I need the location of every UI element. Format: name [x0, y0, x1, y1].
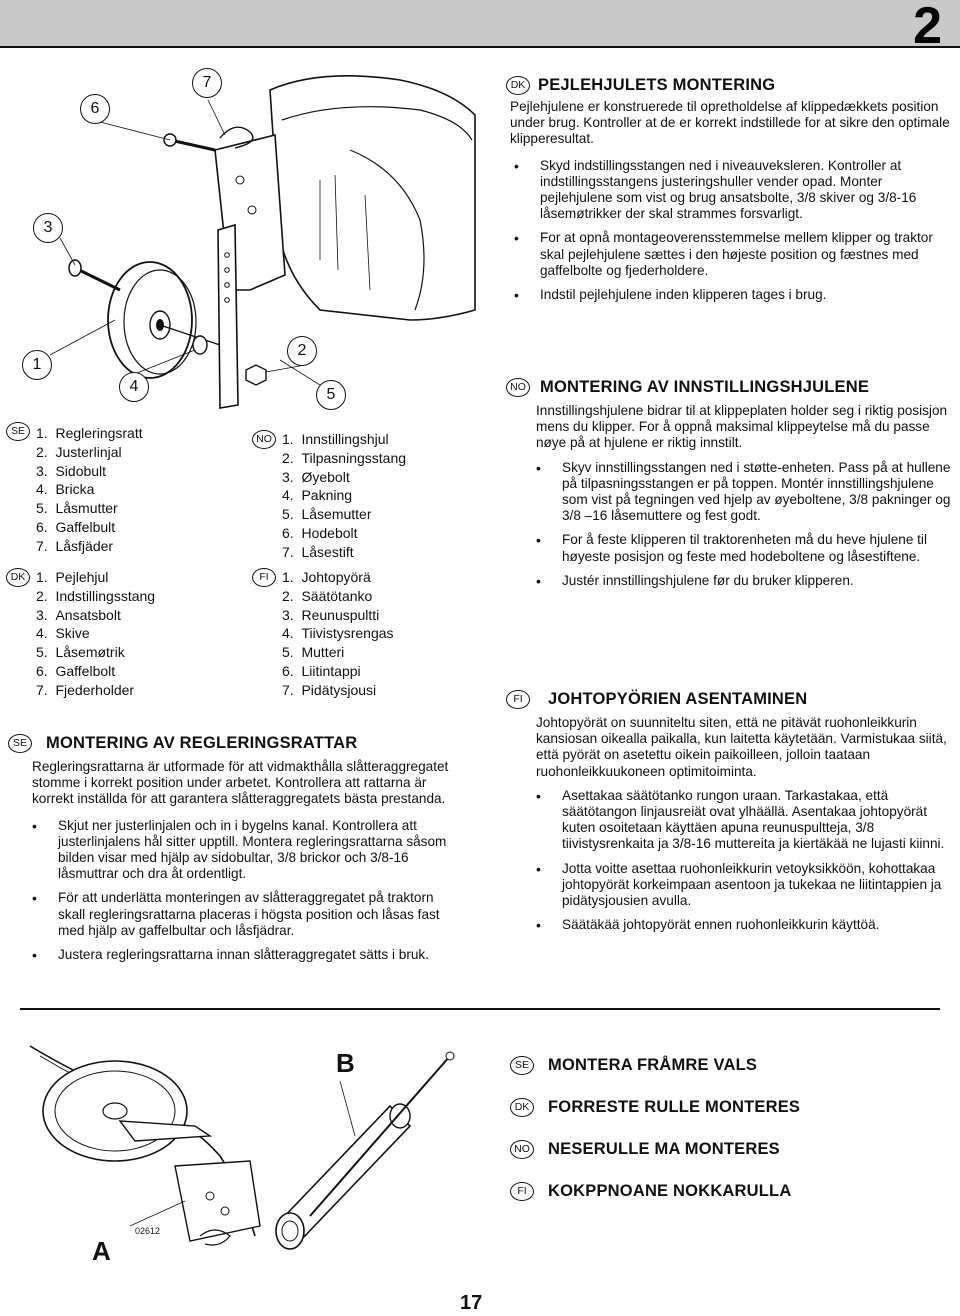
part-item: 2. Tilpasningsstang: [282, 449, 407, 466]
lang-badge-se-roller: SE: [510, 1056, 534, 1075]
fi-section-title: JOHTOPYÖRIEN ASENTAMINEN: [548, 690, 808, 708]
part-item: 7. Fjederholder: [36, 681, 135, 698]
lang-badge-se: SE: [6, 422, 30, 441]
callout-3: 3: [33, 213, 63, 243]
roller-headings: [510, 1056, 950, 1201]
part-item: 7. Pidätysjousi: [282, 681, 377, 698]
callout-7: 7: [192, 68, 222, 98]
part-item: 1. Innstillingshjul: [282, 431, 389, 447]
parts-list-fi: [282, 568, 394, 700]
figure-code: 02612: [135, 1226, 161, 1236]
se-bullet: • Skjut ner justerlinjalen och in i bygelns kanal. Kontrollera att justerlinjalens hål sitter upptill. Montera regleringsrattarna såsom bilden visar med hjälp av sidobultar, 3/8 brickor och 3/8-16 låsmuttrar och dra åt ordentligt.: [28, 818, 458, 883]
parts-list-no: [282, 430, 406, 562]
part-item: 2. Justerlinjal: [36, 443, 122, 460]
front-roller-figure: [10, 1026, 460, 1276]
figure-label-a: A: [92, 1236, 111, 1266]
part-item: 6. Gaffelbult: [36, 518, 116, 535]
lang-badge-dk-roller: DK: [510, 1098, 534, 1117]
part-item: 7. Låsestift: [282, 543, 354, 560]
part-item: 1. Regleringsratt: [36, 425, 143, 441]
part-item: 7. Låsfjäder: [36, 537, 114, 554]
part-item: 3. Øyebolt: [282, 468, 350, 485]
se-bullets: [8, 818, 458, 964]
lang-badge-se-section: SE: [8, 734, 32, 753]
lang-badge-no: NO: [506, 378, 530, 397]
roller-heading-fi: KOKPPNOANE NOKKARULLA: [548, 1182, 792, 1200]
parts-list-dk: [36, 568, 155, 700]
callout-4: 4: [119, 372, 149, 402]
part-item: 1. Pejlehjul: [36, 569, 109, 585]
part-item: 3. Reunuspultti: [282, 606, 380, 623]
no-bullet: • For å feste klipperen til traktorenheten må du heve hjulene til høyeste posisjon og feste med hodeboltene og låsestiftene.: [532, 532, 956, 564]
dk-bullets: [510, 158, 950, 304]
fi-bullet: • Säätäkää johtopyörät ennen ruohonleikkurin käyttöä.: [532, 917, 956, 933]
part-item: 4. Bricka: [36, 481, 95, 498]
lang-badge-dk-parts: DK: [6, 568, 30, 587]
lang-badge-dk: DK: [506, 76, 530, 95]
fi-section: [510, 690, 956, 941]
lang-badge-no-roller: NO: [510, 1140, 534, 1159]
no-section-title: MONTERING AV INNSTILLINGSHJULENE: [540, 378, 870, 396]
dk-section-title: PEJLEHJULETS MONTERING: [538, 76, 776, 94]
dk-bullet: • For at opnå montageoverensstemmelse mellem klipper og traktor skal pejlehjulene sættes i den højeste position og fæstnes med gaffelbolte og fjederholdere.: [510, 230, 950, 279]
part-item: 4. Pakning: [282, 487, 353, 504]
se-section-title: MONTERING AV REGLERINGSRATTAR: [46, 734, 358, 752]
fi-bullet: • Jotta voitte asettaa ruohonleikkurin vetoyksikköön, kohottakaa johtopyörät korkeimpaan asentoon ja tukekaa ne liitintappien ja pidätysjousien avulla.: [532, 861, 956, 910]
page-header-bar: [0, 0, 960, 55]
dk-intro: Pejlehjulene er konstruerede til opretholdelse af klippedækkets position under brug. Kontroller at de er korrekt indstillede for at sikre den optimale klipperesultat.: [510, 99, 950, 147]
se-bullet: • För att underlätta monteringen av slåtteraggregatet på traktorn skall regleringsrattarna placeras i högsta position och låsas fast med hjälp av gaffelbultar och låsfjädrar.: [28, 890, 458, 939]
lang-badge-fi-roller: FI: [510, 1182, 534, 1201]
part-item: 5. Låsmutter: [36, 500, 118, 517]
se-bullet: • Justera regleringsrattarna innan slåtteraggregatet sätts i bruk.: [28, 947, 458, 963]
part-item: 3. Ansatsbolt: [36, 606, 121, 623]
dk-section: [510, 76, 950, 311]
dk-bullet: • Indstil pejlehjulene inden klipperen tages i brug.: [510, 287, 950, 303]
callout-1: 1: [22, 350, 52, 380]
fi-bullets: [510, 788, 956, 934]
chapter-number: 2: [913, 0, 942, 55]
part-item: 3. Sidobult: [36, 462, 107, 479]
part-item: 2. Säätötanko: [282, 587, 373, 604]
part-item: 6. Liitintappi: [282, 662, 361, 679]
section-divider: [20, 1008, 940, 1010]
roller-heading-se: MONTERA FRÅMRE VALS: [548, 1056, 758, 1074]
part-item: 1. Johtopyörä: [282, 569, 371, 585]
part-item: 5. Låsemøtrik: [36, 644, 125, 661]
callout-6: 6: [80, 94, 110, 124]
part-item: 6. Hodebolt: [282, 524, 358, 541]
part-item: 4. Tiivistysrengas: [282, 625, 394, 642]
roller-heading-dk: FORRESTE RULLE MONTERES: [548, 1098, 801, 1116]
fi-intro: Johtopyörät on suunniteltu siten, että ne pitävät ruohonleikkurin kansiosan oikealla paikalla, kun laitetta käytetään. Varmistukaa siitä, että pyörät on asetettu oikein paikoilleen, jolloin taataan ruohonleikkuukoneen optimitoiminta.: [536, 715, 947, 779]
figure-label-b: B: [336, 1048, 355, 1078]
no-bullet: • Skyv innstillingsstangen ned i støtte-enheten. Pass på at hullene på tilpasningsstangen er på toppen. Montér innstillingshjulene som vist på tegningen ved hjelp av øyeboltene, 3/8 pakninger og 3/8 –16 låsemuttere og fest godt.: [532, 460, 956, 525]
se-section: [8, 734, 458, 971]
se-intro: Regleringsrattarna är utformade för att vidmakthålla slåtteraggregatet stomme i korrekt position under arbetet. Kontrollera att rattarna är korrekt inställda för att garantera slåtteraggregatets bästa prestanda.: [32, 759, 449, 807]
no-bullets: [510, 460, 956, 589]
lang-badge-fi-parts: FI: [252, 568, 276, 587]
lang-badge-fi: FI: [506, 690, 530, 709]
no-intro: Innstillingshjulene bidrar til at klippeplaten holder seg i riktig posisjon mens du klipper. For å oppnå maksimal klippeytelse må du passe nøye på at hjulene er riktig innstilt.: [536, 403, 948, 451]
part-item: 2. Indstillingsstang: [36, 587, 156, 604]
callout-2: 2: [287, 336, 317, 366]
part-item: 6. Gaffelbolt: [36, 662, 116, 679]
parts-list-se: [36, 424, 143, 556]
part-item: 5. Låsemutter: [282, 506, 372, 523]
part-item: 5. Mutteri: [282, 644, 345, 661]
roller-heading-no: NESERULLE MA MONTERES: [548, 1140, 780, 1158]
page-number: 17: [460, 1292, 483, 1314]
no-section: [510, 378, 956, 597]
lang-badge-no-parts: NO: [252, 430, 276, 449]
fi-bullet: • Asettakaa säätötanko rungon uraan. Tarkastakaa, että säätötangon linjausreiät ovat ylhäällä. Asentakaa johtopyörät kuten osoitetaan käyttäen apuna reunuspultteja, 3/8 tiivistysrenkaita ja 3/8-16 muttereita ja kiertäkää ne lujasti kiinni.: [532, 788, 956, 853]
part-item: 4. Skive: [36, 625, 90, 642]
no-bullet: • Justér innstillingshjulene før du bruker klipperen.: [532, 573, 956, 589]
dk-bullet: • Skyd indstillingsstangen ned i niveauveksleren. Kontroller at indstillingsstangens justeringshuller vender opad. Monter pejlehjulene som vist og brug ansatsbolte, 3/8 skiver og 3/8-16 låsemøtrikker der skal strammes forsvarligt.: [510, 158, 950, 223]
callout-5: 5: [316, 380, 346, 410]
